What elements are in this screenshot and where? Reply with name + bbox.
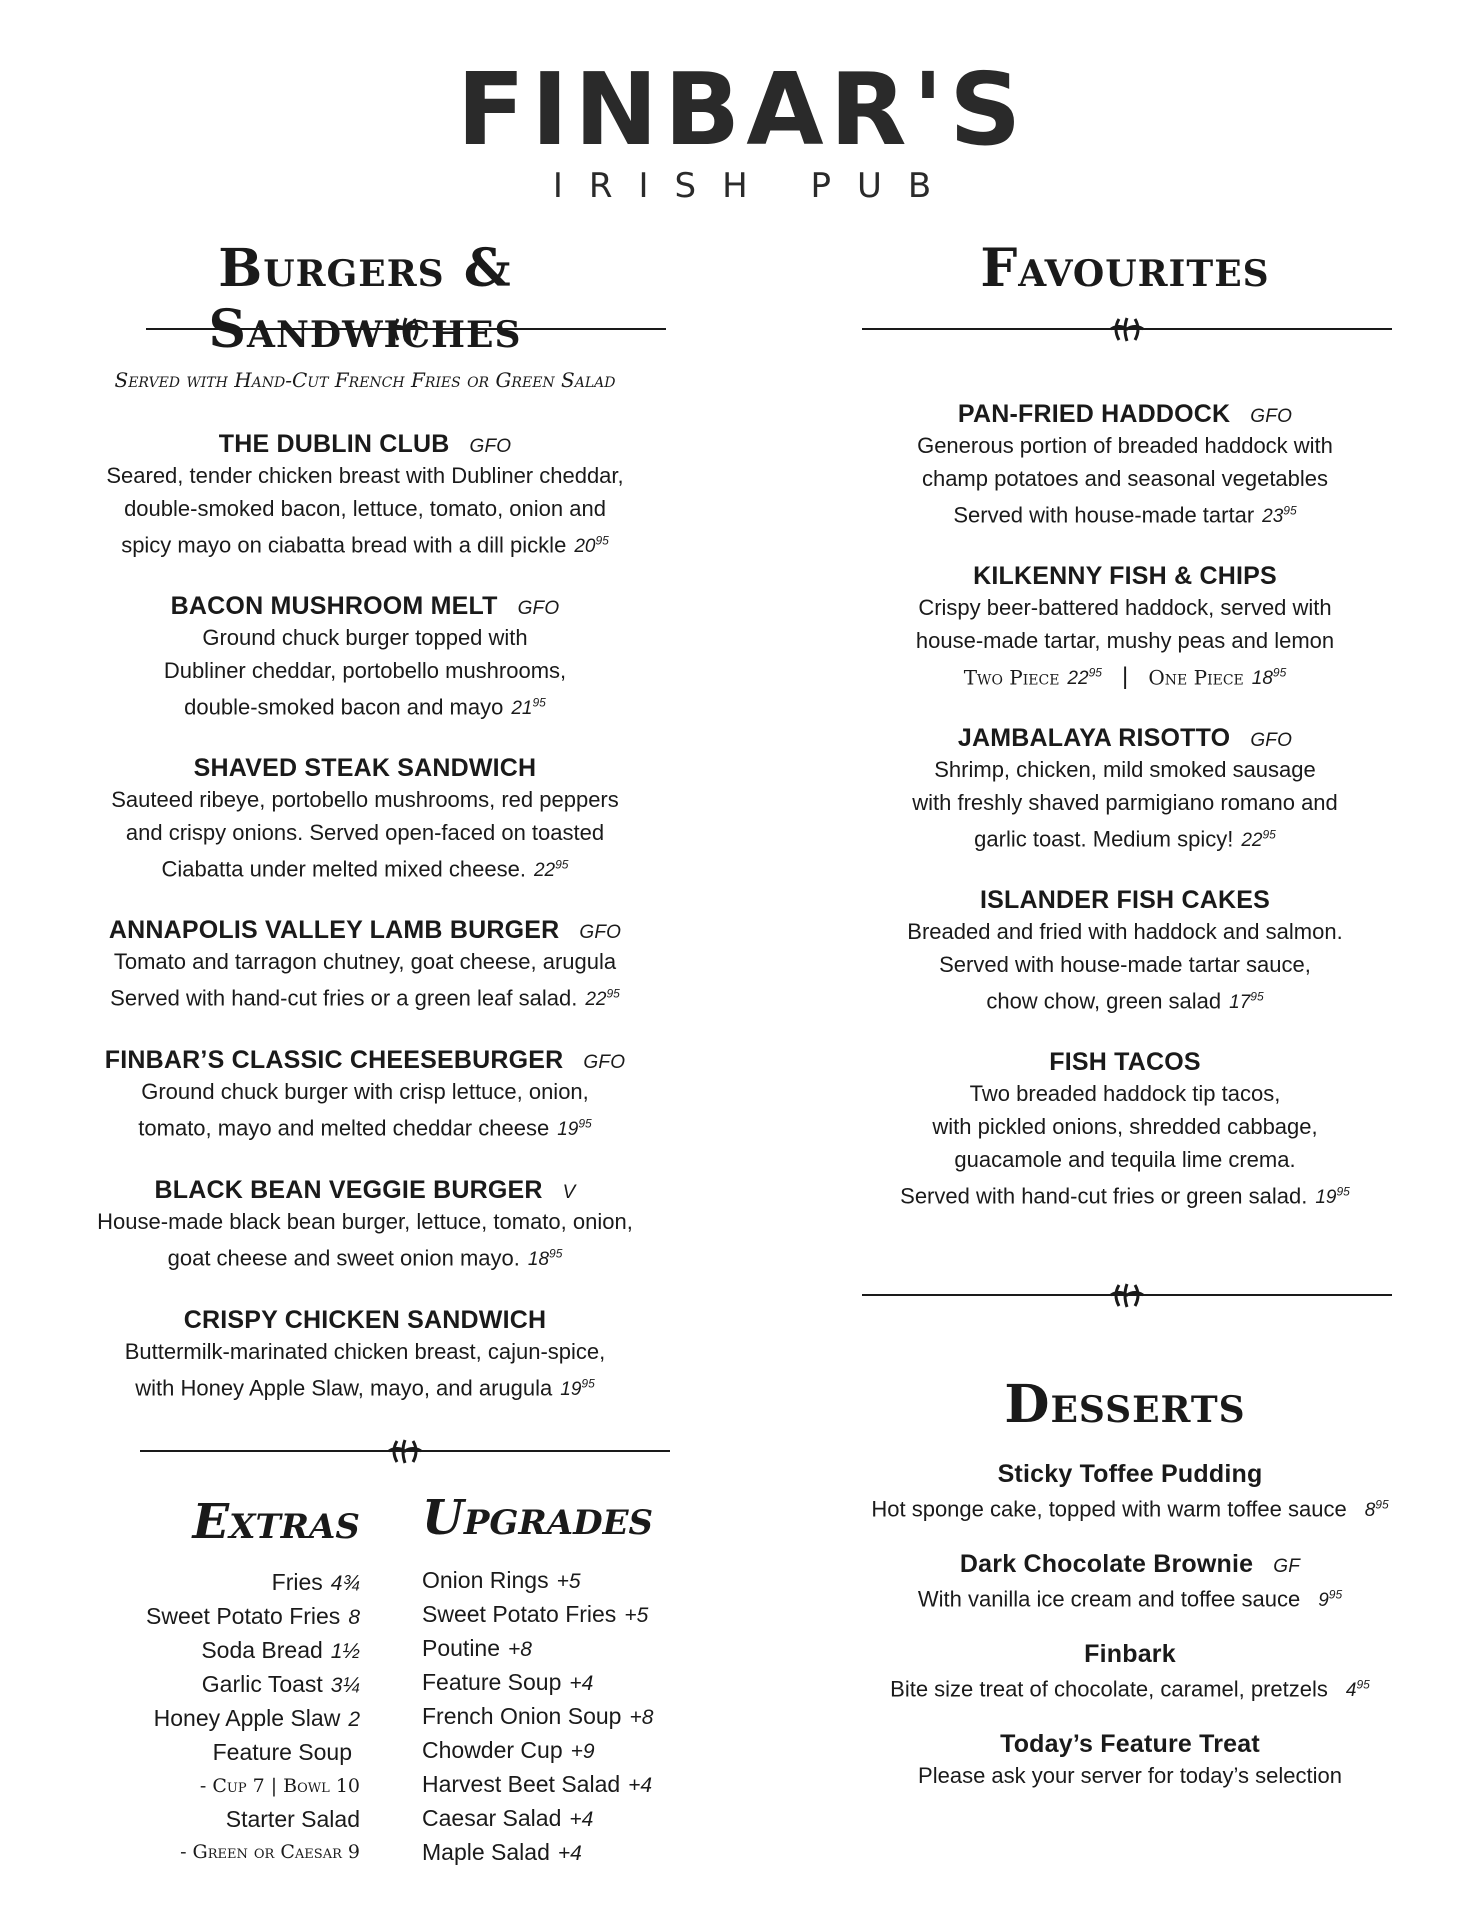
- list-item: Chowder Cup +9: [422, 1737, 595, 1763]
- list-item: French Onion Soup +8: [422, 1703, 654, 1729]
- burgers-heading: Burgers & Sandwiches: [208, 238, 522, 360]
- item-desc-line: with pickled onions, shredded cabbage,: [932, 1114, 1318, 1139]
- list-item: Poutine +8: [422, 1635, 532, 1661]
- soup-sizes: - Cup 7 | Bowl 10: [199, 1775, 360, 1797]
- item-desc: Please ask your server for today’s selection: [918, 1763, 1342, 1788]
- dessert-chocolate-brownie: [820, 1550, 1440, 1617]
- item-desc-line: house-made tartar, mushy peas and lemon: [915, 628, 1335, 653]
- list-item: Feature Soup: [212, 1739, 352, 1765]
- list-item: Fries 4¾: [271, 1569, 360, 1595]
- item-desc: With vanilla ice cream and toffee sauce: [917, 1586, 1301, 1612]
- item-desc-line: with Honey Apple Slaw, mayo, and arugula: [135, 1375, 553, 1401]
- item-desc-line: Ciabatta under melted mixed cheese.: [161, 856, 526, 882]
- item-desc-line: Served with hand-cut fries or a green leaf salad.: [110, 985, 578, 1011]
- dessert-finbark: [820, 1640, 1440, 1707]
- item-price: $22^{95}$: [585, 987, 620, 1011]
- item-desc-line: guacamole and tequila lime crema.: [954, 1147, 1296, 1172]
- starter-salad: Starter Salad: [225, 1806, 360, 1832]
- menu-item-pan-fried-haddock: [830, 400, 1420, 533]
- item-desc-line: Ground chuck burger with crisp lettuce, onion,: [141, 1079, 589, 1104]
- item-desc-line: Ground chuck burger topped with: [202, 625, 528, 650]
- item-price: $19^{95}$: [557, 1117, 592, 1141]
- item-desc-line: Seared, tender chicken breast with Dubliner cheddar,: [106, 463, 624, 488]
- list-item: Feature Soup +4: [422, 1669, 594, 1695]
- item-price: $4^{95}$: [1345, 1678, 1370, 1702]
- menu-item-lamb-burger: [80, 916, 650, 1016]
- item-desc-line: Tomato and tarragon chutney, goat cheese, arugula: [113, 949, 617, 974]
- desserts-heading: Desserts: [1004, 1374, 1246, 1435]
- extras-list: [80, 1566, 360, 1869]
- item-price: $19^{95}$: [1315, 1185, 1350, 1209]
- item-name: ANNAPOLIS VALLEY LAMB BURGER: [108, 916, 560, 944]
- item-desc-line: goat cheese and sweet onion mayo.: [167, 1245, 520, 1271]
- item-desc-line: Buttermilk-marinated chicken breast, cajun-spice,: [124, 1339, 606, 1364]
- list-item: Honey Apple Slaw 2: [153, 1705, 360, 1731]
- item-tag: GFO: [583, 1052, 626, 1073]
- item-desc-line: Breaded and fried with haddock and salmon.: [907, 919, 1343, 944]
- list-item: Harvest Beet Salad +4: [422, 1771, 653, 1797]
- menu-item-islander-fish-cakes: [830, 886, 1420, 1019]
- item-price: $22^{95}$: [1241, 828, 1276, 852]
- item-desc-line: Two breaded haddock tip tacos,: [969, 1081, 1281, 1106]
- item-desc-line: with freshly shaved parmigiano romano and: [912, 790, 1338, 815]
- item-name: SHAVED STEAK SANDWICH: [193, 754, 537, 782]
- menu-item-kilkenny-fish-chips: [830, 562, 1420, 695]
- item-name: CRISPY CHICKEN SANDWICH: [183, 1306, 547, 1334]
- item-price: $9^{95}$: [1318, 1588, 1343, 1612]
- item-tag: GFO: [1250, 406, 1293, 427]
- item-desc: Hot sponge cake, topped with warm toffee sauce: [871, 1496, 1347, 1522]
- item-tag: GF: [1273, 1556, 1301, 1577]
- item-desc-line: double-smoked bacon, lettuce, tomato, onion and: [124, 496, 606, 521]
- menu-item-shaved-steak: [80, 754, 650, 887]
- extras-heading: Extras: [192, 1494, 360, 1550]
- item-price: $18^{95}$: [527, 1247, 563, 1271]
- item-desc-line: Sauteed ribeye, portobello mushrooms, red peppers: [111, 787, 619, 812]
- menu-item-jambalaya-risotto: [830, 724, 1420, 857]
- burgers-subtitle: Served with Hand-Cut French Fries or Green Salad: [114, 368, 616, 392]
- item-name: Dark Chocolate Brownie: [959, 1550, 1254, 1578]
- item-price: $8^{95}$: [1364, 1498, 1389, 1522]
- logo-name: FINBAR'S: [456, 51, 1028, 168]
- item-desc: Bite size treat of chocolate, caramel, pretzels: [890, 1676, 1328, 1702]
- item-desc-line: champ potatoes and seasonal vegetables: [921, 466, 1329, 491]
- item-price: $17^{95}$: [1229, 990, 1264, 1014]
- list-item: Soda Bread 1½: [201, 1637, 360, 1663]
- list-item: Sweet Potato Fries +5: [422, 1601, 649, 1627]
- item-desc-line: Served with hand-cut fries or green salad.: [900, 1183, 1308, 1209]
- item-desc-line: Served with house-made tartar sauce,: [939, 952, 1311, 977]
- item-desc-line: Shrimp, chicken, mild smoked sausage: [934, 757, 1316, 782]
- item-desc-line: Crispy beer-battered haddock, served with: [918, 595, 1332, 620]
- logo: [0, 51, 1484, 206]
- ornament-divider: [140, 1438, 670, 1464]
- item-price: $21^{95}$: [511, 696, 546, 720]
- item-name: PAN-FRIED HADDOCK: [957, 400, 1231, 428]
- item-tag: GFO: [469, 436, 512, 457]
- list-item: Caesar Salad +4: [422, 1805, 594, 1831]
- list-item: Maple Salad +4: [422, 1839, 582, 1865]
- item-desc-line: garlic toast. Medium spicy!: [974, 826, 1234, 852]
- item-desc-line: spicy mayo on ciabatta bread with a dill pickle: [121, 532, 567, 558]
- item-desc-line: chow chow, green salad: [986, 988, 1222, 1014]
- menu-item-fish-tacos: [830, 1048, 1420, 1214]
- list-item: Sweet Potato Fries 8: [146, 1603, 360, 1629]
- item-desc-line: Generous portion of breaded haddock with: [917, 433, 1333, 458]
- menu-item-dublin-club: [80, 430, 650, 563]
- item-name: BLACK BEAN VEGGIE BURGER: [154, 1176, 543, 1204]
- item-tag: V: [562, 1182, 576, 1203]
- ornament-divider: [146, 316, 666, 342]
- portion-options: Two Piece $22^{95}$ | One Piece $18^{95}$: [963, 663, 1287, 691]
- item-name: THE DUBLIN CLUB: [218, 430, 450, 458]
- item-tag: GFO: [517, 598, 560, 619]
- menu-item-crispy-chicken: [80, 1306, 650, 1406]
- item-desc-line: House-made black bean burger, lettuce, tomato, onion,: [97, 1209, 633, 1234]
- favourites-heading: Favourites: [980, 238, 1270, 299]
- item-name: BACON MUSHROOM MELT: [170, 592, 498, 620]
- item-desc-line: and crispy onions. Served open-faced on toasted: [125, 820, 605, 845]
- dessert-feature-treat: [820, 1730, 1440, 1792]
- upgrades-heading: Upgrades: [422, 1490, 654, 1546]
- ornament-divider: [862, 1282, 1392, 1308]
- upgrades-list: [422, 1564, 722, 1870]
- item-price: $20^{95}$: [574, 534, 609, 558]
- item-price: $19^{95}$: [560, 1377, 595, 1401]
- menu-item-bacon-mushroom-melt: [80, 592, 650, 725]
- menu-item-veggie-burger: [80, 1176, 650, 1276]
- item-name: ISLANDER FISH CAKES: [980, 886, 1270, 914]
- item-desc-line: double-smoked bacon and mayo: [184, 694, 504, 720]
- list-item: Garlic Toast 3¼: [201, 1671, 360, 1697]
- item-tag: GFO: [1250, 730, 1293, 751]
- starter-options: - Green or Caesar 9: [180, 1841, 360, 1863]
- item-name: Today’s Feature Treat: [1000, 1730, 1260, 1758]
- item-name: JAMBALAYA RISOTTO: [957, 724, 1231, 752]
- item-name: FINBAR’S CLASSIC CHEESEBURGER: [104, 1046, 564, 1074]
- ornament-divider: [862, 316, 1392, 342]
- menu-item-classic-cheeseburger: [80, 1046, 650, 1146]
- item-name: FISH TACOS: [1049, 1048, 1201, 1076]
- dessert-sticky-toffee: [820, 1460, 1440, 1527]
- item-name: KILKENNY FISH & CHIPS: [973, 562, 1277, 590]
- item-price: $22^{95}$: [533, 858, 569, 882]
- item-name: Sticky Toffee Pudding: [997, 1460, 1263, 1488]
- item-desc-line: tomato, mayo and melted cheddar cheese: [138, 1115, 550, 1141]
- item-tag: GFO: [579, 922, 622, 943]
- item-name: Finbark: [1084, 1640, 1176, 1668]
- item-price: $23^{95}$: [1262, 504, 1297, 528]
- logo-tagline: IRISH PUB: [552, 166, 958, 206]
- list-item: Onion Rings +5: [422, 1567, 581, 1593]
- item-desc-line: Dubliner cheddar, portobello mushrooms,: [163, 658, 567, 683]
- item-desc-line: Served with house-made tartar: [953, 502, 1255, 528]
